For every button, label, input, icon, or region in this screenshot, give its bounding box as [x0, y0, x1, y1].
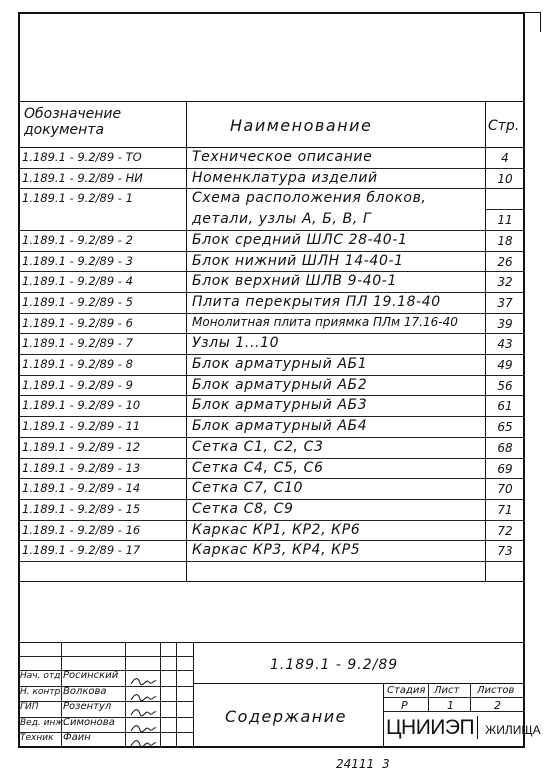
corner-mark — [540, 12, 541, 32]
row-separator — [18, 540, 525, 541]
row-designation: 1.189.1 - 9.2/89 - 4 — [22, 274, 133, 289]
row-designation: 1.189.1 - 9.2/89 - 15 — [22, 501, 141, 516]
row-separator — [18, 271, 525, 272]
col-divider-2 — [485, 101, 486, 581]
row-name: Блок нижний ШЛН 14-40-1 — [192, 252, 404, 269]
row-page: 37 — [497, 295, 513, 310]
page-number: 3 — [382, 757, 390, 771]
row-designation: 1.189.1 - 9.2/89 - НИ — [22, 170, 143, 185]
row-separator-partial — [485, 209, 525, 210]
header-designation — [24, 106, 184, 138]
row-separator — [18, 168, 525, 169]
sig-row-0 — [18, 656, 193, 657]
row-designation: 1.189.1 - 9.2/89 - 8 — [22, 357, 133, 371]
document-title: Содержание — [225, 707, 347, 726]
signer-name: Росинский — [63, 670, 119, 681]
org-logo-suffix: ЖИЛИЩА — [485, 723, 541, 737]
row-page: 69 — [497, 461, 513, 476]
row-page: 11 — [497, 213, 513, 228]
row-separator — [18, 333, 525, 334]
row-separator — [18, 188, 525, 189]
row-page: 26 — [497, 254, 513, 269]
row-name: Плита перекрытия ПЛ 19.18-40 — [192, 293, 441, 310]
row-designation: 1.189.1 - 9.2/89 - 16 — [22, 522, 141, 537]
row-page: 73 — [497, 544, 513, 559]
row-page: 18 — [497, 233, 513, 248]
row-name: Сетка С4, С5, С6 — [192, 459, 324, 476]
row-designation: 1.189.1 - 9.2/89 - 11 — [22, 419, 141, 434]
row-separator — [18, 354, 525, 355]
row-page: 70 — [497, 482, 513, 497]
row-name: Схема расположения блоков, — [192, 190, 427, 207]
title-block-top — [18, 642, 525, 643]
stage-value: Р — [401, 699, 408, 712]
row-designation: 1.189.1 - 9.2/89 - 13 — [22, 460, 141, 475]
row-page: 32 — [497, 275, 513, 290]
header-name: Наименование — [230, 116, 373, 135]
row-separator — [18, 395, 525, 396]
row-separator — [18, 251, 525, 252]
title-divider — [383, 683, 384, 748]
row-designation: 1.189.1 - 9.2/89 - 1 — [22, 191, 133, 206]
row-name: Блок арматурный АБ1 — [192, 356, 368, 372]
row-name: Блок верхний ШЛВ 9-40-1 — [192, 273, 397, 290]
archive-number: 24111 — [336, 757, 375, 771]
row-name: Сетка С1, С2, С3 — [192, 438, 324, 455]
signer-name: Симонова — [63, 716, 115, 728]
row-name: Сетка С7, С10 — [192, 480, 304, 497]
row-designation: 1.189.1 - 9.2/89 - ТО — [22, 150, 142, 164]
stage-col-1 — [428, 683, 429, 711]
signer-role: Н. контр. — [20, 686, 64, 697]
row-name: Техническое описание — [192, 149, 373, 165]
row-name: Номенклатура изделий — [192, 169, 378, 186]
row-name: Блок средний ШЛС 28-40-1 — [192, 231, 408, 248]
row-separator — [18, 458, 525, 459]
col-divider-1 — [186, 101, 187, 581]
signature-mark — [129, 734, 157, 753]
row-name: Блок арматурный АБ4 — [192, 418, 368, 435]
row-name: Узлы 1...10 — [192, 335, 280, 352]
row-page: 43 — [497, 337, 513, 352]
signer-role: Вед. инж. — [20, 717, 67, 728]
row-separator — [18, 292, 525, 293]
row-page: 61 — [497, 399, 513, 414]
row-separator — [18, 313, 525, 314]
row-name: Монолитная плита приямка ПЛм 17.16-40 — [192, 314, 458, 329]
row-name: Блок арматурный АБ3 — [192, 397, 368, 414]
row-page: 39 — [497, 316, 513, 331]
signer-name: Розентул — [63, 701, 112, 713]
row-designation: 1.189.1 - 9.2/89 - 6 — [22, 315, 133, 330]
row-separator — [18, 437, 525, 438]
row-page: 10 — [497, 171, 513, 186]
row-designation: 1.189.1 - 9.2/89 - 5 — [22, 294, 133, 309]
org-logo-mark: ЦНИИЭП — [386, 716, 478, 739]
row-page: 56 — [497, 378, 513, 393]
row-name: Сетка С8, С9 — [192, 500, 294, 517]
row-designation: 1.189.1 - 9.2/89 - 3 — [22, 253, 133, 268]
stage-col-2 — [470, 683, 471, 711]
header-bottom-line — [18, 147, 525, 148]
header-page: Стр. — [488, 118, 520, 134]
row-name: Блок арматурный АБ2 — [192, 376, 368, 393]
sheet-value: 1 — [447, 699, 454, 712]
row-separator — [18, 561, 525, 562]
doc-code: 1.189.1 - 9.2/89 — [270, 657, 399, 673]
title-block-mid — [193, 683, 525, 684]
sheets-value: 2 — [494, 699, 501, 712]
stage-label: Стадия — [387, 685, 426, 696]
row-name: детали, узлы А, Б, В, Г — [192, 211, 372, 228]
row-designation: 1.189.1 - 9.2/89 - 9 — [22, 377, 133, 392]
row-name: Каркас КР3, КР4, КР5 — [192, 542, 361, 559]
row-page: 68 — [497, 440, 513, 455]
row-separator — [18, 375, 525, 376]
row-designation: 1.189.1 - 9.2/89 - 10 — [22, 398, 141, 413]
table-bottom-line — [18, 581, 525, 582]
row-designation: 1.189.1 - 9.2/89 - 2 — [22, 232, 133, 247]
row-separator — [18, 499, 525, 500]
signer-role: ГИП — [20, 702, 39, 713]
row-designation: 1.189.1 - 9.2/89 - 14 — [22, 481, 141, 496]
row-designation: 1.189.1 - 9.2/89 - 12 — [22, 439, 141, 454]
row-separator — [18, 416, 525, 417]
signer-name: Волкова — [63, 685, 107, 697]
row-separator — [18, 478, 525, 479]
signer-role: Нач. отд. — [20, 671, 64, 681]
row-page: 49 — [497, 358, 513, 372]
signer-role: Техник — [20, 733, 54, 744]
header-designation-line1: Обозначение — [24, 106, 122, 122]
sheets-label: Листов — [477, 685, 515, 696]
org-logo — [386, 716, 541, 740]
row-name: Каркас КР1, КР2, КР6 — [192, 521, 361, 538]
row-page: 71 — [497, 502, 513, 517]
row-designation: 1.189.1 - 9.2/89 - 7 — [22, 336, 133, 351]
row-designation: 1.189.1 - 9.2/89 - 17 — [22, 543, 141, 558]
signer-name: Фаин — [63, 732, 91, 744]
stage-row-1 — [383, 697, 525, 698]
row-page: 4 — [501, 151, 509, 165]
table-top-line — [18, 101, 525, 102]
row-separator — [18, 520, 525, 521]
header-designation-line2: документа — [24, 122, 105, 138]
sig-col-5 — [193, 642, 194, 748]
row-page: 72 — [497, 523, 513, 538]
row-separator — [18, 230, 525, 231]
corner-mark-h — [525, 12, 541, 13]
sheet-label: Лист — [434, 685, 460, 696]
row-page: 65 — [497, 420, 513, 435]
